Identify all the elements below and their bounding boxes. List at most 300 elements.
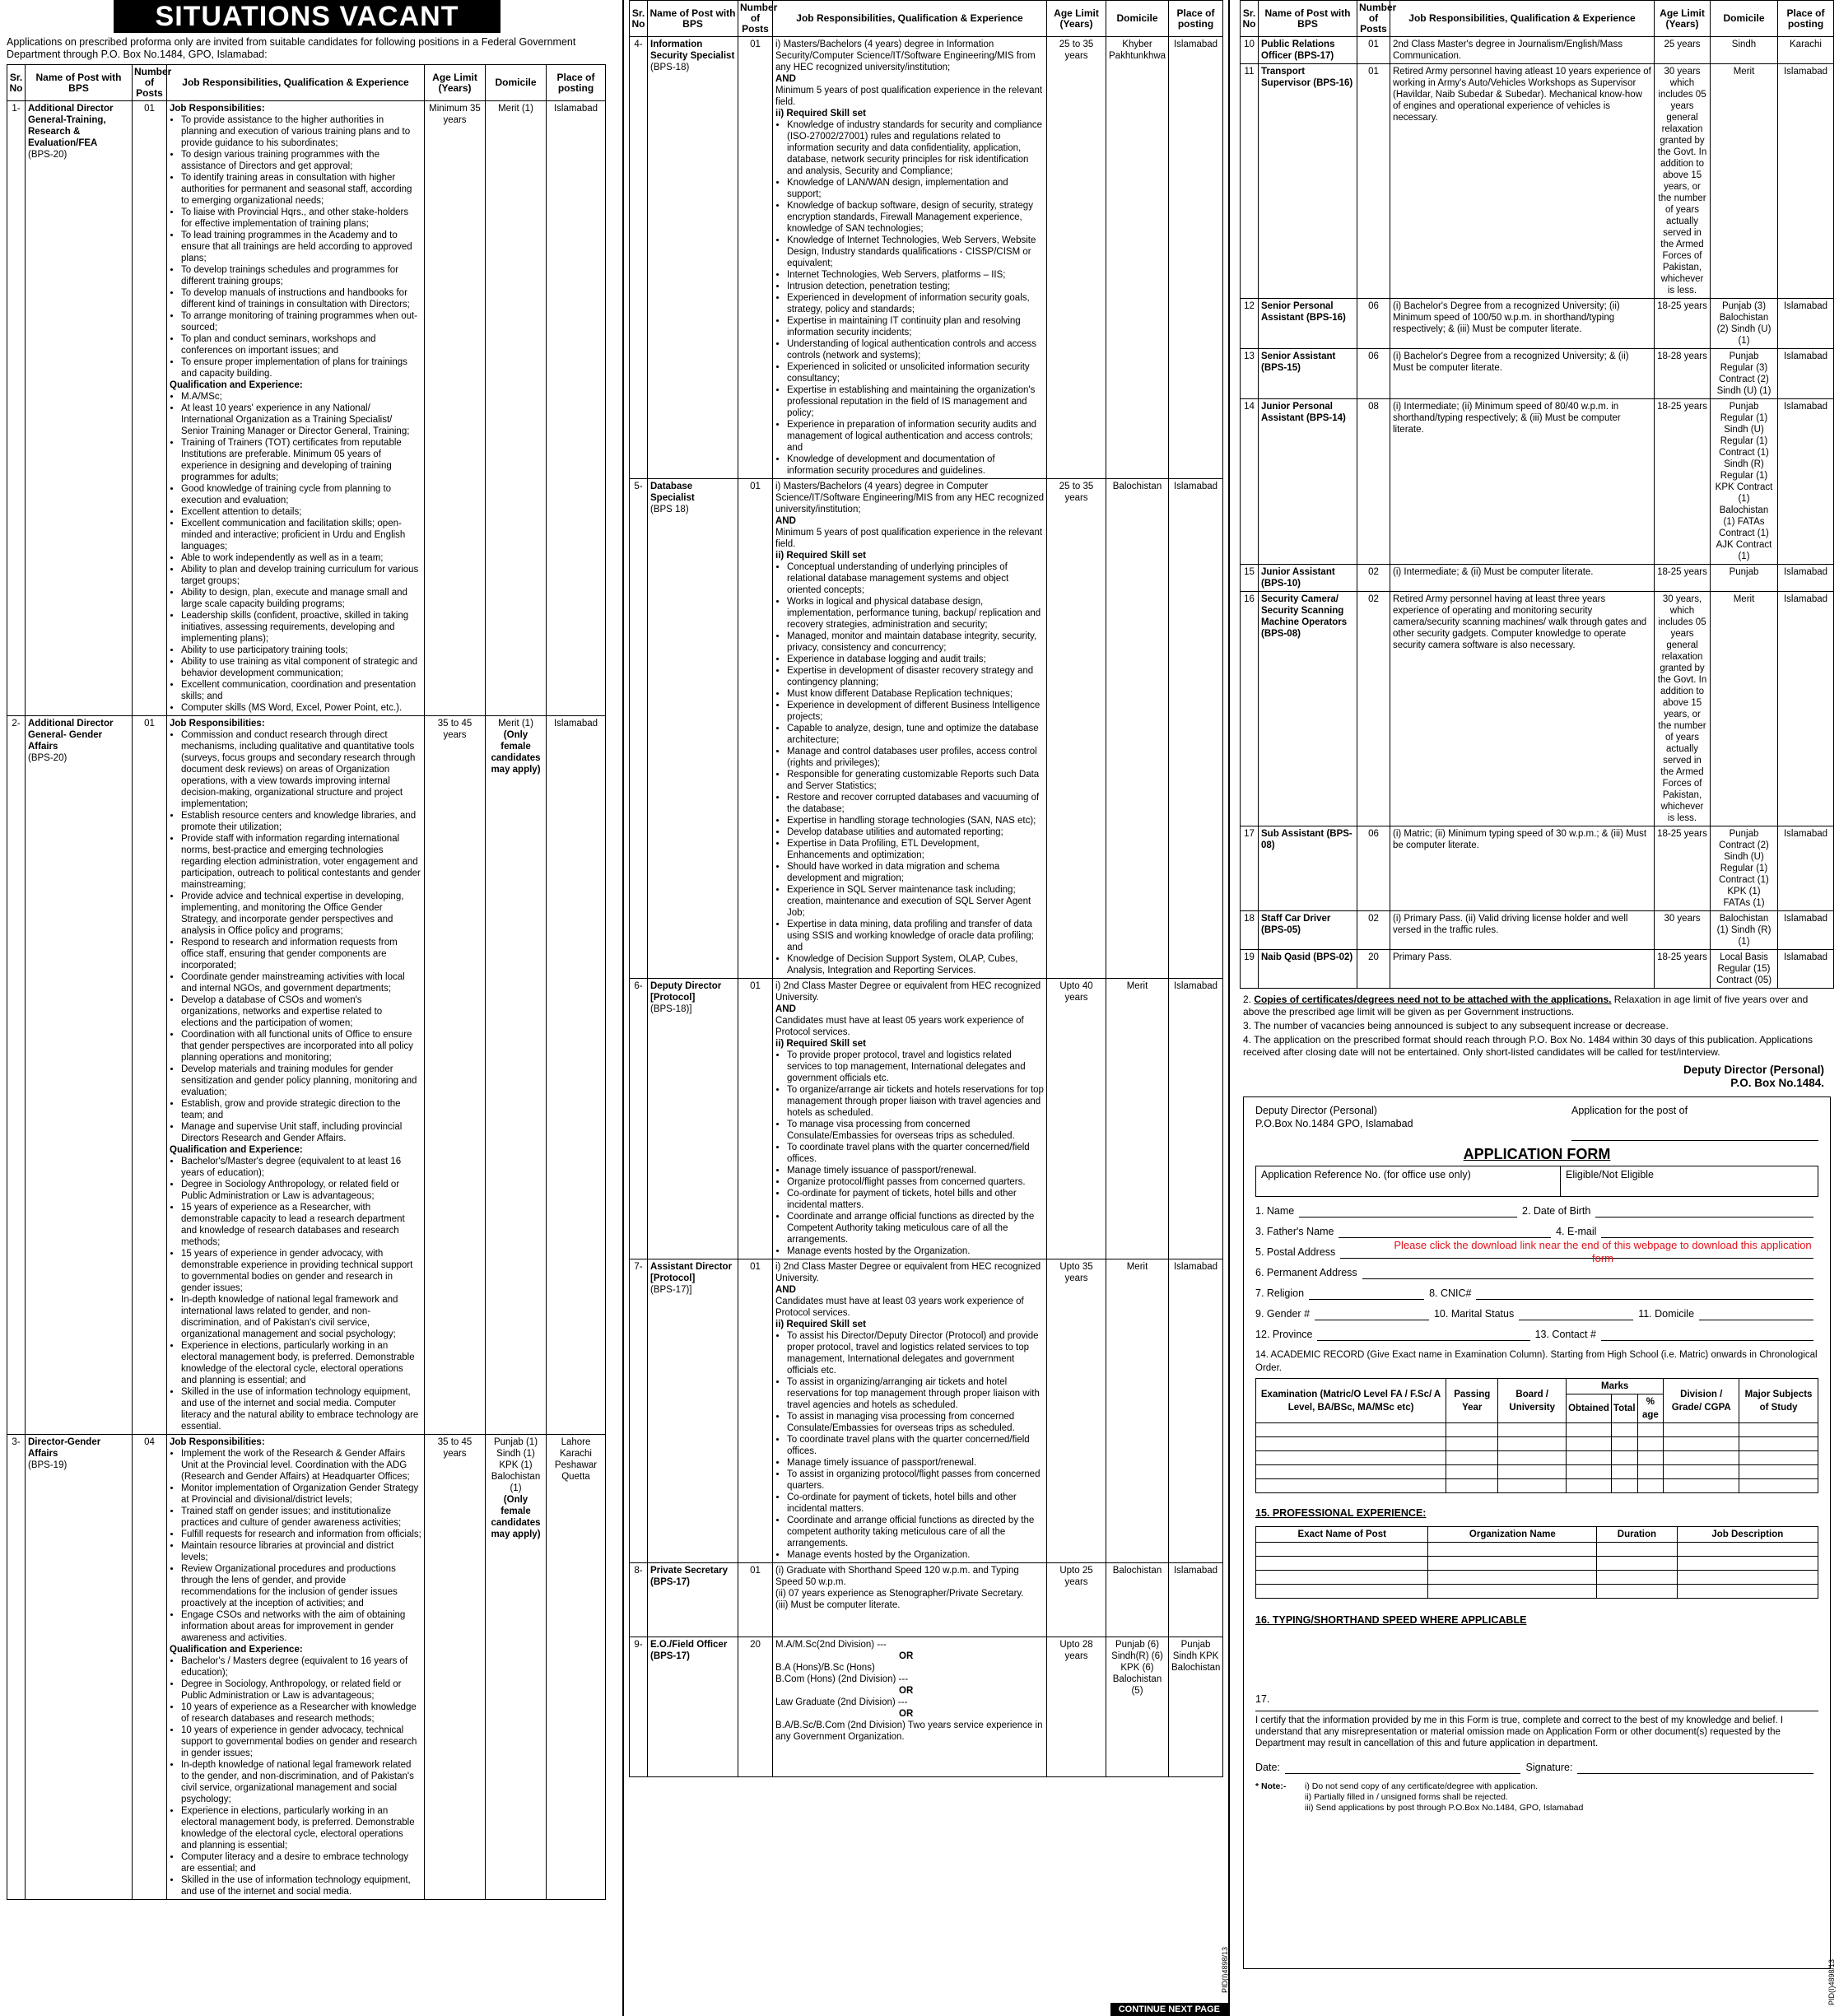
- list-item: • Training of Trainers (TOT) certificates from reputable Institutions are preferable. Minimum 05 years of experience in designing and developing of training programmes for adults;: [181, 437, 421, 483]
- section-heading: ii) Required Skill set: [775, 1039, 866, 1049]
- list-item: • Experience in elections, particularly working in an electoral management body, is preferred. Demonstrable knowledge of the electoral cycle, electoral operations and planning is essential;: [181, 1805, 421, 1851]
- list-item: • Computer skills (MS Word, Excel, Power Point, etc.).: [181, 702, 421, 714]
- table-row: [1241, 349, 1834, 399]
- table-row: [1241, 299, 1834, 349]
- prof-exp-table: Exact Name of Post Organization Name Duration Job Description: [1255, 1526, 1818, 1599]
- row-age: 30 years: [1655, 911, 1711, 950]
- row-num: 01: [738, 1259, 773, 1563]
- header-age: Age Limit (Years): [1047, 1, 1106, 37]
- header-place: Place of posting: [547, 65, 606, 101]
- note-2: 2. Copies of certificates/degrees need not to be attached with the applications. Relaxation in age limit of five years over and above the prescribed age limit will be given as per Government instructions.: [1243, 994, 1809, 1017]
- row-sr: 11: [1241, 64, 1259, 299]
- list-item: • To provide proper protocol, travel and logistics related services to top management, International delegates and government officials etc.: [787, 1050, 1044, 1084]
- row-post: Staff Car Driver (BPS-05): [1259, 911, 1357, 950]
- email-field[interactable]: [1601, 1226, 1813, 1238]
- row-domicile: Punjab (6) Sindh(R) (6) KPK (6) Balochistan (5): [1106, 1637, 1169, 1777]
- skill-list: [775, 119, 1044, 477]
- row-post: [26, 101, 133, 716]
- row-num: 20: [738, 1637, 773, 1777]
- header-place: Place of posting: [1169, 1, 1223, 37]
- prof-exp-label: 15. PROFESSIONAL EXPERIENCE:: [1255, 1507, 1427, 1519]
- list-item: • Expertise in maintaining IT continuity plan and resolving information security incidents;: [787, 315, 1044, 338]
- row-sr: 6-: [630, 979, 648, 1259]
- table-row: [630, 1259, 1223, 1563]
- row-post: [26, 1435, 133, 1900]
- list-item: • Experience in preparation of information security audits and management of logical authentication and access controls; and: [787, 419, 1044, 454]
- post-bps: (BPS-18): [650, 63, 690, 72]
- list-item: • Ability to use participatory training tools;: [181, 645, 421, 656]
- row-sr: 1-: [7, 101, 26, 716]
- post-bps: (BPS-18)]: [650, 1004, 692, 1014]
- post-bps: (BPS-17)]: [650, 1285, 692, 1295]
- list-item: • Experience in database logging and audit trails;: [787, 654, 1044, 665]
- list-item: • 10 years of experience as a Researcher with knowledge of research databases and research methods;: [181, 1702, 421, 1725]
- row-details: 2nd Class Master's degree in Journalism/English/Mass Communication.: [1390, 37, 1655, 64]
- list-item: • Able to work independently as well as in a team;: [181, 552, 421, 564]
- header-sr: Sr. No: [7, 65, 26, 101]
- row-age: Upto 25 years: [1047, 1563, 1106, 1637]
- list-item: • Skilled in the use of information technology equipment, and use of the internet and social media.: [181, 1874, 421, 1897]
- row-domicile: Punjab: [1711, 565, 1778, 592]
- table-row: [1241, 565, 1834, 592]
- list-item: • Review Organizational procedures and productions through the lens of gender, and provide recommendations for the inclusion of gender issues proactively at the inception of activities; and: [181, 1563, 421, 1609]
- column-2: [622, 0, 1230, 2016]
- row-details: [773, 979, 1047, 1259]
- domicile-note: (Only female candidates may apply): [491, 1495, 541, 1539]
- list-item: • To provide assistance to the higher authorities in planning and execution of various training plans and to provide guidance to his subordinates;: [181, 114, 421, 149]
- row-post: Sub Assistant (BPS-08): [1259, 826, 1357, 911]
- list-item: • Co-ordinate for payment of tickets, hotel bills and other incidental matters.: [787, 1188, 1044, 1211]
- list-item: • Experienced in development of information security goals, strategy, policy and standards;: [787, 292, 1044, 315]
- post-bps: (BPS-20): [28, 753, 68, 763]
- list-item: • Manage events hosted by the Organization.: [787, 1549, 1044, 1561]
- and-label: AND: [775, 74, 796, 84]
- table-row: [1241, 826, 1834, 911]
- row-place: Islamabad: [1169, 37, 1223, 479]
- row-age: 18-25 years: [1655, 826, 1711, 911]
- list-item: • Maintain resource libraries at provincial and district levels;: [181, 1540, 421, 1563]
- list-item: • Intrusion detection, penetration testing;: [787, 281, 1044, 292]
- row-place: Islamabad: [547, 716, 606, 1435]
- post-name: Additional Director General-Training, Research & Evaluation/FEA: [28, 104, 114, 148]
- row-post: Junior Assistant (BPS-10): [1259, 565, 1357, 592]
- row-place: Islamabad: [1778, 592, 1834, 826]
- list-item: • To assist in organizing/arranging air tickets and hotel reservations for top management through proper liaison with travel agencies and hotels as scheduled.: [787, 1376, 1044, 1411]
- row-age: 25 to 35 years: [1047, 479, 1106, 979]
- form-title: APPLICATION FORM: [1463, 1146, 1611, 1162]
- row-post: Security Camera/ Security Scanning Machine Operators (BPS-08): [1259, 592, 1357, 826]
- marital-field[interactable]: [1519, 1308, 1633, 1320]
- list-item: • Expertise in Data Profiling, ETL Development, Enhancements and optimization;: [787, 838, 1044, 861]
- list-item: • To assist in managing visa processing from concerned Consulate/Embassies for overseas trips as scheduled.: [787, 1411, 1044, 1434]
- list-item: • Should have worked in data migration and schema development and migration;: [787, 861, 1044, 884]
- row-details: Retired Army personnel having atleast 10 years experience of working in Army's Auto/Vehicles Workshops as Supervisor (Havildar, Naib Subedar & Subedar). Mechanical know-how of engines and operational experience of vehicles is necessary.: [1390, 64, 1655, 299]
- list-item: • Experience in elections, particularly working in an electoral management body, is preferred. Demonstrable knowledge of the electoral cycle, electoral operations and planning is essential; and: [181, 1340, 421, 1386]
- row-place: Islamabad: [1778, 950, 1834, 989]
- row-post: [648, 1259, 738, 1563]
- row-age: 18-28 years: [1655, 349, 1711, 399]
- list-item: • Experienced in solicited or unsolicited information security consultancy;: [787, 361, 1044, 384]
- row-domicile: Local Basis Regular (15) Contract (05): [1711, 950, 1778, 989]
- row-domicile: Punjab Regular (3) Contract (2) Sindh (U) (1): [1711, 349, 1778, 399]
- list-item: • Develop a database of CSOs and women's organizations, networks and expertise related to elections and the participation of women;: [181, 994, 421, 1029]
- row-details: (i) Primary Pass. (ii) Valid driving license holder and well versed in the traffic rules.: [1390, 911, 1655, 950]
- experience: Minimum 5 years of post qualification experience in the relevant field.: [775, 86, 1043, 107]
- row-age: 18-25 years: [1655, 950, 1711, 989]
- post-name: Information Security Specialist: [650, 40, 735, 61]
- list-item: • Ability to design, plan, execute and manage small and large scale capacity building programs;: [181, 587, 421, 610]
- row-sr: 2-: [7, 716, 26, 1435]
- list-item: • Monitor implementation of Organization Gender Strategy at Provincial and divisional/district levels;: [181, 1483, 421, 1506]
- row-num: 20: [1357, 950, 1390, 989]
- qualification: i) 2nd Class Master Degree or equivalent from HEC recognized University.: [775, 981, 1041, 1003]
- list-item: • Co-ordinate for payment of tickets, hotel bills and other incidental matters.: [787, 1492, 1044, 1515]
- download-note: Please click the download link near the end of this webpage to download this application form: [1394, 1239, 1812, 1264]
- list-item: • Knowledge of Internet Technologies, Web Servers, Website Design, Industry standards qualifications - CISSP/CISM or equivalent;: [787, 235, 1044, 269]
- list-item: • To manage visa processing from concerned Consulate/Embassies for overseas trips as scheduled.: [787, 1119, 1044, 1142]
- row-domicile: Balochistan: [1106, 479, 1169, 979]
- row-details: [773, 37, 1047, 479]
- post-bps: (BPS 18): [650, 505, 689, 514]
- list-item: • Expertise in data mining, data profiling and transfer of data using SSIS and working knowledge of oracle data profiling; and: [787, 919, 1044, 953]
- list-item: • Knowledge of development and documentation of information security procedures and guidelines.: [787, 454, 1044, 477]
- row-post: [648, 37, 738, 479]
- row-domicile: [486, 101, 547, 716]
- row-post: Senior Personal Assistant (BPS-16): [1259, 299, 1357, 349]
- row-domicile: [486, 716, 547, 1435]
- list-item: • 15 years of experience in gender advocacy, with demonstrable experience in providing technical support to governmental bodies on gender and research in gender issues;: [181, 1248, 421, 1294]
- row-place: Islamabad: [1169, 479, 1223, 979]
- list-item: • To coordinate travel plans with the quarter concerned/field offices.: [787, 1142, 1044, 1165]
- row-domicile: Merit: [1106, 1259, 1169, 1563]
- row-details: Retired Army personnel having at least three years experience of operating and monitoring security camera/security scanning machines/ walk through gates and other security gadgets. Computer knowledge to operate security camera software is also necessary.: [1390, 592, 1655, 826]
- row-sr: 17: [1241, 826, 1259, 911]
- row-num: 08: [1357, 399, 1390, 565]
- list-item: • Knowledge of Decision Support System, OLAP, Cubes, Analysis, Integration and Reporting Services.: [787, 953, 1044, 976]
- table-row: [630, 479, 1223, 979]
- list-item: • Ability to plan and develop training curriculum for various target groups;: [181, 564, 421, 587]
- row-num: 01: [133, 101, 167, 716]
- row-place: Karachi: [1778, 37, 1834, 64]
- row-details: (i) Bachelor's Degree from a recognized University; (ii) Minimum speed of 100/50 w.p.m. in shorthand/typing respectively; & (iii) Must be computer literate.: [1390, 299, 1655, 349]
- list-item: • Must know different Database Replication techniques;: [787, 688, 1044, 700]
- row-num: 01: [738, 979, 773, 1259]
- list-item: • Knowledge of LAN/WAN design, implementation and support;: [787, 177, 1044, 200]
- post-name: Additional Director General- Gender Affairs: [28, 719, 114, 752]
- section-heading: Job Responsibilities:: [170, 104, 265, 114]
- row-age: 18-25 years: [1655, 399, 1711, 565]
- row-age: 25 to 35 years: [1047, 37, 1106, 479]
- qual-list: [170, 1156, 421, 1432]
- row-domicile: Balochistan (1) Sindh (R) (1): [1711, 911, 1778, 950]
- list-item: • Commission and conduct research through direct mechanisms, including qualitative and quantitative tools (surveys, focus groups and secondary research through document desk reviews) on areas of Organization operations, with a view towards improving internal decision-making, organizational structure and project implementation;: [181, 729, 421, 810]
- list-item: • At least 10 years' experience in any National/ International Organization as a Training Specialist/ Senior Training Manager or Director General, Training;: [181, 403, 421, 437]
- list-item: • Experience in development of different Business Intelligence projects;: [787, 700, 1044, 723]
- row-sr: 14: [1241, 399, 1259, 565]
- list-item: • Manage events hosted by the Organization.: [787, 1245, 1044, 1257]
- list-item: • Develop database utilities and automated reporting;: [787, 826, 1044, 838]
- row-details: (i) Intermediate; (ii) Minimum speed of 80/40 w.p.m. in shorthand/typing respectively; & (iii) Must be computer literate.: [1390, 399, 1655, 565]
- section-heading: Job Responsibilities:: [170, 719, 265, 729]
- list-item: • Skilled in the use of information technology equipment, and use of the internet and social media. Computer literacy and the natural ability to embrace technology are essential.: [181, 1386, 421, 1432]
- list-item: • Knowledge of industry standards for security and compliance (ISO-27002/27001) rules and regulations related to information security and data confidentiality, application, database, network security principles for risk identification and analysis, Security and Compliance;: [787, 119, 1044, 177]
- list-item: • M.A/MSc;: [181, 391, 421, 403]
- qual-list: [170, 1655, 421, 1897]
- post-name: Database Specialist: [650, 482, 695, 503]
- row-age: 30 years, which includes 05 years general relaxation granted by the Govt. In addition to above 15 years, or the number of years actually served in the Armed Forces of Pakistan, whichever is less.: [1655, 592, 1711, 826]
- header-domicile: Domicile: [1106, 1, 1169, 37]
- list-item: • Ability to use training as vital component of strategic and behavior development communication;: [181, 656, 421, 679]
- list-item: • Expertise in handling storage technologies (SAN, NAS etc);: [787, 815, 1044, 826]
- ref-box: Application Reference No. (for office use only) Eligible/Not Eligible: [1255, 1166, 1818, 1197]
- list-item: • Leadership skills (confident, proactive, skilled in taking initiatives, assessing requirements, developing and implementing plans);: [181, 610, 421, 645]
- form-post-line: Application for the post of: [1571, 1104, 1818, 1141]
- row-num: 01: [738, 479, 773, 979]
- row-sr: 5-: [630, 479, 648, 979]
- list-item: • To develop trainings schedules and programmes for different training groups;: [181, 264, 421, 287]
- list-item: • Excellent communication, coordination and presentation skills; and: [181, 679, 421, 702]
- list-item: • Excellent communication and facilitation skills; open-minded and interactive; proficient in Urdu and English languages;: [181, 518, 421, 552]
- table-row: [1241, 37, 1834, 64]
- post-name: Assistant Director [Protocol]: [650, 1262, 733, 1283]
- father-name-field[interactable]: [1339, 1226, 1551, 1238]
- table-header: [630, 1, 1223, 37]
- row-details: (i) Matric; (ii) Minimum typing speed of 30 w.p.m.; & (iii) Must be computer literate.: [1390, 826, 1655, 911]
- row-domicile: Merit: [1711, 64, 1778, 299]
- list-item: • To develop manuals of instructions and handbooks for different kind of trainings in consultation with Directors;: [181, 287, 421, 310]
- list-item: • Bachelor's/Master's degree (equivalent to at least 16 years of education);: [181, 1156, 421, 1179]
- list-item: • Develop materials and training modules for gender sensitization and gender policy planning, monitoring and evaluation;: [181, 1064, 421, 1098]
- page-title: SITUATIONS VACANT: [114, 0, 500, 33]
- row-domicile: Punjab Contract (2) Sindh (U) Regular (1) Contract (1) KPK (1) FATAs (1): [1711, 826, 1778, 911]
- table-row: [7, 716, 606, 1435]
- row-sr: 18: [1241, 911, 1259, 950]
- experience: Minimum 5 years of post qualification experience in the relevant field.: [775, 528, 1043, 549]
- list-item: • Degree in Sociology, Anthropology, or related field or Public Administration or Law is advantageous;: [181, 1678, 421, 1702]
- item-17: 17.: [1255, 1693, 1270, 1705]
- jobs-table-1: [7, 64, 606, 1900]
- row-num: 02: [1357, 565, 1390, 592]
- row-sr: 16: [1241, 592, 1259, 826]
- table-row: [1241, 911, 1834, 950]
- list-item: • To organize/arrange air tickets and hotels reservations for top management through proper liaison with travel agencies and hotels as scheduled.: [787, 1084, 1044, 1119]
- table-row: [630, 1563, 1223, 1637]
- row-age: 18-25 years: [1655, 299, 1711, 349]
- post-name: Director-Gender Affairs: [28, 1437, 101, 1459]
- row-num: 06: [1357, 299, 1390, 349]
- row-place: Islamabad: [1169, 1563, 1223, 1637]
- row-sr: 8-: [630, 1563, 648, 1637]
- typing-speed-label: 16. TYPING/SHORTHAND SPEED WHERE APPLICABLE: [1255, 1614, 1527, 1626]
- date-field[interactable]: [1285, 1762, 1521, 1774]
- list-item: • Capable to analyze, design, tune and optimize the database architecture;: [787, 723, 1044, 746]
- list-item: • Coordination with all functional units of Office to ensure that gender perspectives are incorporated into all policy planning operations and monitoring;: [181, 1029, 421, 1064]
- list-item: • Knowledge of backup software, design of security, strategy encryption standards, Firewall Management experience, knowledge of SAN technologies;: [787, 200, 1044, 235]
- list-item: • 15 years of experience as a Researcher, with demonstrable capacity to lead a research department and knowledge of research databases and research methods;: [181, 1202, 421, 1248]
- header-sr: Sr. No: [1241, 1, 1259, 37]
- qualification: i) Masters/Bachelors (4 years) degree in Computer Science/IT/Software Engineering/MIS from any HEC recognized university/institution;: [775, 482, 1044, 514]
- contact-field[interactable]: [1601, 1329, 1813, 1341]
- header-sr: Sr. No: [630, 1, 648, 37]
- header-num: Number of Posts: [1357, 1, 1390, 37]
- row-details: [167, 1435, 425, 1900]
- row-post: Public Relations Officer (BPS-17): [1259, 37, 1357, 64]
- list-item: • Implement the work of the Research & Gender Affairs Unit at the Provincial level. Coordination with the ADG (Research and Gender Affairs) at Headquarter Offices;: [181, 1448, 421, 1483]
- row-place: Islamabad: [1778, 826, 1834, 911]
- list-item: • Expertise in development of disaster recovery strategy and contingency planning;: [787, 665, 1044, 688]
- list-item: • Coordinate gender mainstreaming activities with local and internal NGOs, and government departments;: [181, 971, 421, 994]
- list-item: • To liaise with Provincial Hqrs., and other stake-holders for effective implementation of training plans;: [181, 207, 421, 230]
- section-heading: Qualification and Experience:: [170, 1145, 303, 1155]
- header-place: Place of posting: [1778, 1, 1834, 37]
- list-item: • Fulfill requests for research and information from officials;: [181, 1529, 421, 1540]
- row-domicile: Balochistan: [1106, 1563, 1169, 1637]
- province-field[interactable]: [1317, 1329, 1529, 1341]
- header-job: Job Responsibilities, Qualification & Experience: [1390, 1, 1655, 37]
- row-sr: 15: [1241, 565, 1259, 592]
- section-heading: Job Responsibilities:: [170, 1437, 265, 1447]
- row-age: Minimum 35 years: [425, 101, 486, 716]
- table-header: [1241, 1, 1834, 37]
- row-details: (i) Graduate with Shorthand Speed 120 w.p.m. and Typing Speed 50 w.p.m. (ii) 07 years experience as Stenographer/Private Secretary. (iii) Must be computer literate.: [773, 1563, 1047, 1637]
- post-name: Deputy Director [Protocol]: [650, 981, 722, 1003]
- list-item: • In-depth knowledge of national legal framework related to the gender, and non-discrimination, and of Pakistan's civil service, organizational management and social psychology;: [181, 1759, 421, 1805]
- header-age: Age Limit (Years): [425, 65, 486, 101]
- list-item: • Managed, monitor and maintain database integrity, security, privacy, consistency and concurrency;: [787, 631, 1044, 654]
- row-domicile: Punjab Regular (1) Sindh (U) Regular (1) Contract (1) Sindh (R) Regular (1) KPK Contract (1) Balochistan (1) FATAs Contract (1) AJK Contract (1): [1711, 399, 1778, 565]
- table-row: [1241, 64, 1834, 299]
- list-item: • Engage CSOs and networks with the aim of obtaining information about areas for improvement in gender awareness and activities.: [181, 1609, 421, 1644]
- row-age: 35 to 45 years: [425, 1435, 486, 1900]
- table-row: [1241, 592, 1834, 826]
- list-item: • To lead training programmes in the Academy and to ensure that all trainings are held according to approved plans;: [181, 230, 421, 264]
- list-item: • In-depth knowledge of national legal framework and international laws related to gender, and non-discrimination, and of Pakistan's civil service, organizational management and social psychology;: [181, 1294, 421, 1340]
- row-num: 01: [133, 716, 167, 1435]
- header-domicile: Domicile: [1711, 1, 1778, 37]
- experience: Candidates must have at least 03 years work experience of Protocol services.: [775, 1297, 1024, 1318]
- list-item: • Internet Technologies, Web Servers, platforms – IIS;: [787, 269, 1044, 281]
- list-item: • Coordinate and arrange official functions as directed by the competent authority taking meticulous care of all the arrangements.: [787, 1515, 1044, 1549]
- row-place: Islamabad: [1778, 349, 1834, 399]
- row-sr: 3-: [7, 1435, 26, 1900]
- jobs-table-2: [629, 0, 1223, 1777]
- permanent-address-field[interactable]: [1362, 1267, 1813, 1279]
- list-item: • Provide staff with information regarding international norms, best-practice and emerging technologies regarding election administration, voter engagement and participation, outreach to political contestants and gender mainstreaming;: [181, 833, 421, 891]
- table-row: [630, 1637, 1223, 1777]
- skill-list: [775, 561, 1044, 976]
- list-item: • Manage timely issuance of passport/renewal.: [787, 1457, 1044, 1469]
- and-label: AND: [775, 1285, 796, 1295]
- publication-code: PID(I)4898/13: [1827, 1959, 1836, 2006]
- column-3: [1235, 0, 1839, 2016]
- row-domicile: Sindh: [1711, 37, 1778, 64]
- list-item: • Organize protocol/flight passes from concerned quarters.: [787, 1176, 1044, 1188]
- row-post: Senior Assistant (BPS-15): [1259, 349, 1357, 399]
- table-header: [7, 65, 606, 101]
- list-item: • Conceptual understanding of underlying principles of relational database management systems and object oriented concepts;: [787, 561, 1044, 596]
- row-age: 25 years: [1655, 37, 1711, 64]
- skill-list: [775, 1050, 1044, 1257]
- header-job: Job Responsibilities, Qualification & Experience: [167, 65, 425, 101]
- notes: [1243, 994, 1831, 1059]
- row-num: 06: [1357, 349, 1390, 399]
- list-item: • To arrange monitoring of training programmes when out-sourced;: [181, 310, 421, 333]
- form-address: Deputy Director (Personal) P.O.Box No.1484 GPO, Islamabad: [1255, 1105, 1413, 1129]
- skill-list: [775, 1330, 1044, 1561]
- table-row: [1241, 399, 1834, 565]
- row-details: [773, 1259, 1047, 1563]
- header-job: Job Responsibilities, Qualification & Experience: [773, 1, 1047, 37]
- list-item: • Manage timely issuance of passport/renewal.: [787, 1165, 1044, 1176]
- row-num: 01: [1357, 64, 1390, 299]
- continue-label: CONTINUE NEXT PAGE: [1110, 2003, 1228, 2016]
- list-item: • Experience in SQL Server maintenance task including; creation, maintenance and execution of SQL Server Agent Job;: [787, 884, 1044, 919]
- list-item: • Expertise in establishing and maintaining the organization's professional reputation in the field of IS management and policy;: [787, 384, 1044, 419]
- row-sr: 10: [1241, 37, 1259, 64]
- gender-field[interactable]: [1315, 1308, 1429, 1320]
- list-item: • Excellent attention to details;: [181, 506, 421, 518]
- row-post: [26, 716, 133, 1435]
- row-place: Islamabad: [1169, 1259, 1223, 1563]
- section-heading: ii) Required Skill set: [775, 1320, 866, 1329]
- religion-field[interactable]: [1309, 1287, 1424, 1300]
- list-item: • Establish resource centers and knowledge libraries, and promote their utilization;: [181, 810, 421, 833]
- header-name: Name of Post with BPS: [1259, 1, 1357, 37]
- qualification: i) Masters/Bachelors (4 years) degree in Information Security/Computer Science/IT/Software Engineering/MIS from any HEC recognized university/institution;: [775, 40, 1036, 72]
- row-age: 30 years which includes 05 years general relaxation granted by the Govt. In addition to above 15 years, or the number of years actually served in the Armed Forces of Pakistan, whichever is less.: [1655, 64, 1711, 299]
- section-heading: ii) Required Skill set: [775, 109, 866, 119]
- row-age: Upto 35 years: [1047, 1259, 1106, 1563]
- resp-list: [170, 1448, 421, 1644]
- header-num: Number of Posts: [738, 1, 773, 37]
- certification: I certify that the information provided by me in this Form is true, complete and correct to the best of my knowledge and belief. I understand that any misrepresentation or material omission made on Application Form or other document(s) requested by the Department may result in cancellation of this and future application in department.: [1255, 1711, 1818, 1749]
- header-domicile: Domicile: [486, 65, 547, 101]
- domicile-field[interactable]: [1699, 1308, 1813, 1320]
- list-item: • To assist in organizing protocol/flight passes from concerned quarters.: [787, 1469, 1044, 1492]
- application-form: Deputy Director (Personal) P.O.Box No.1484 GPO, Islamabad Application for the post of APPLICATION FORM Application Reference No. (for office use only) Eligible/Not Eligible 1. Name 2. Date of Birth 3. Father's Name 4. E-mail 5. Postal Address Please click the download link near the end of this webpage to download this application form 6. Permanent Address 7. Religion 8. CNIC# 9. Gender # 10. Marital Status 11. Domicile 12. Province 13. Contact # 14. ACADEMIC RECORD (Give Exact name in Examination Column). Starting from High School (i.e. Matric) onwards in Chronological Order. Examination (Matric/O Level FA / F.Sc/ A Level, BA/BSc, MA/MSc etc) Passing Year Board / University Marks Division / Grade/ CGPA Major Subjects of Study Obtained Total % age 15. PROFESSIONAL EXPERIENCE: Exact Name of Post Organization Name Duration Job Description 16. TYPING/SHORTHAND SPEED WHERE APPLICABLE 17. I certify that the information provided by me in this Form is true, complete and correct to the best of my knowledge and belief. I understand that any misrepresentation or material omission made on Application Form or other document(s) requested by the Department may result in cancellation of this and future application in department. Date: Signature: * Note:- i) Do not send copy of any certificate/degree with application. ii) Partially filled in / unsigned forms shall be rejected. iii) Send applications by post through P.O.Box No.1484, GPO, Islamabad: [1243, 1096, 1831, 1969]
- form-notes: * Note:- i) Do not send copy of any certificate/degree with application. ii) Partially filled in / unsigned forms shall be rejected. iii) Send applications by post through P.O.Box No.1484, GPO, Islamabad: [1255, 1781, 1584, 1813]
- list-item: • To coordinate travel plans with the quarter concerned/field offices.: [787, 1434, 1044, 1457]
- cnic-field[interactable]: [1476, 1287, 1813, 1300]
- list-item: • Works in logical and physical database design, implementation, performance tuning, backup/ replication and recovery strategies, administration and security;: [787, 596, 1044, 631]
- list-item: • Bachelor's / Masters degree (equivalent to 16 years of education);: [181, 1655, 421, 1678]
- row-num: 04: [133, 1435, 167, 1900]
- list-item: • Establish, grow and provide strategic direction to the team; and: [181, 1098, 421, 1121]
- header-age: Age Limit (Years): [1655, 1, 1711, 37]
- name-field[interactable]: [1299, 1205, 1517, 1218]
- row-details: (i) Intermediate; & (ii) Must be computer literate.: [1390, 565, 1655, 592]
- row-sr: 12: [1241, 299, 1259, 349]
- row-post: E.O./Field Officer (BPS-17): [648, 1637, 738, 1777]
- row-details: [167, 716, 425, 1435]
- list-item: • To ensure proper implementation of plans for trainings and capacity building.: [181, 356, 421, 379]
- note-3: 3. The number of vacancies being announced is subject to any subsequent increase or decrease.: [1243, 1020, 1669, 1031]
- list-item: • To assist his Director/Deputy Director (Protocol) and provide proper protocol, travel and logistics related services to top management, International delegates and government officials etc.: [787, 1330, 1044, 1376]
- row-details: Primary Pass.: [1390, 950, 1655, 989]
- list-item: • Manage and control databases user profiles, access control (rights and privileges);: [787, 746, 1044, 769]
- row-domicile: Punjab (3) Balochistan (2) Sindh (U) (1): [1711, 299, 1778, 349]
- dob-field[interactable]: [1595, 1205, 1813, 1218]
- row-post: Naib Qasid (BPS-02): [1259, 950, 1357, 989]
- post-bps: (BPS-20): [28, 150, 68, 160]
- row-sr: 13: [1241, 349, 1259, 399]
- note-4: 4. The application on the prescribed format should reach through P.O. Box No. 1484 within 30 days of this publication. Applications received after closing date will not be entertained. Only short-listed candidates will be called for test/interview.: [1243, 1034, 1813, 1058]
- row-details: M.A/M.Sc(2nd Division) --- OR B.A (Hons)/B.Sc (Hons) B.Com (Hons) (2nd Division) --- OR Law Graduate (2nd Division) --- OR B.A/B.Sc/B.Com (2nd Division) Two years service experience in any Government Organization.: [773, 1637, 1047, 1777]
- row-place: Islamabad: [1778, 399, 1834, 565]
- signature-field[interactable]: [1577, 1762, 1813, 1774]
- row-place: Islamabad: [1778, 911, 1834, 950]
- header-name: Name of Post with BPS: [26, 65, 133, 101]
